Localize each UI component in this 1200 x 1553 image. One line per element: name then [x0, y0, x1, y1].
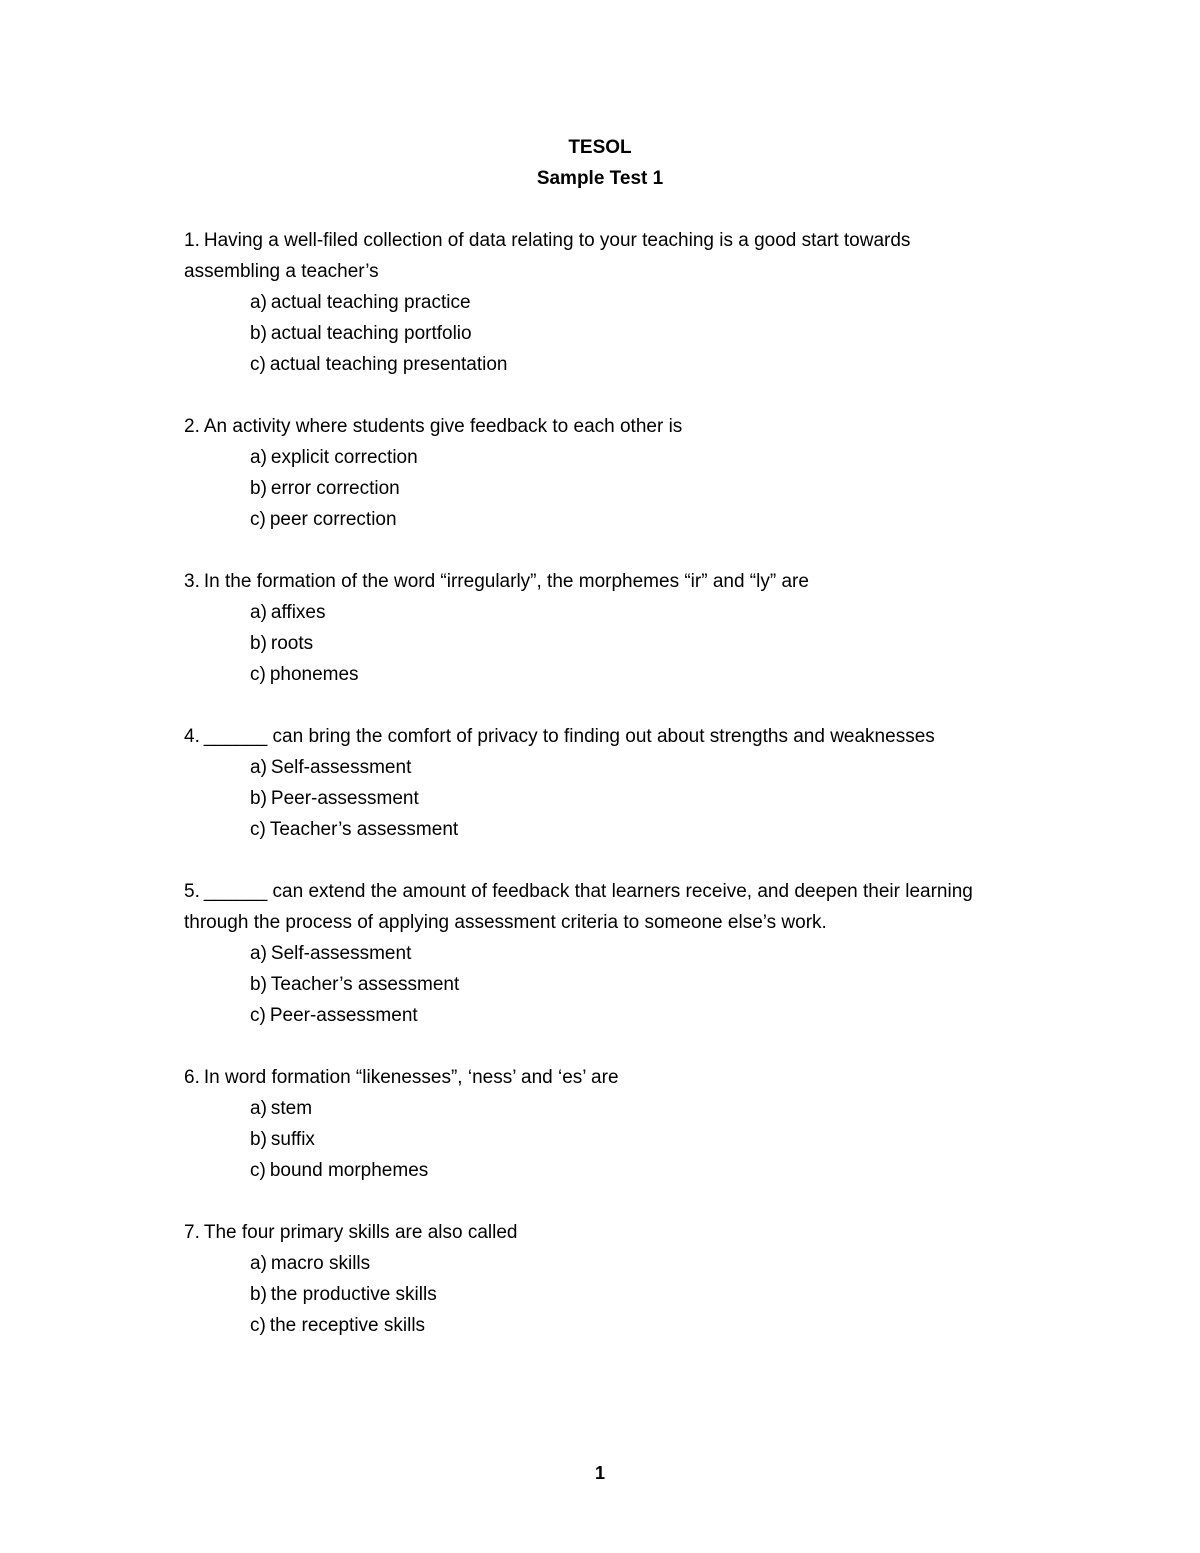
option-b: [184, 473, 984, 504]
option-a: [184, 938, 984, 969]
question-stem: [184, 1062, 984, 1093]
question-text: In word formation “likenesses”, ‘ness’ and ‘es’ are: [203, 1067, 619, 1088]
option-letter: a): [250, 1098, 267, 1119]
option-letter: a): [250, 757, 267, 778]
option-b: [184, 1279, 984, 1310]
option-b: [184, 783, 984, 814]
option-text: Teacher’s assessment: [269, 819, 459, 840]
question-3: [184, 566, 984, 690]
option-letter: a): [250, 292, 267, 313]
question-text: In the formation of the word “irregularly”, the morphemes “ir” and “ly” are: [203, 571, 809, 592]
option-c: [184, 1155, 984, 1186]
option-c: [184, 1000, 984, 1031]
option-a: [184, 287, 984, 318]
option-text: roots: [270, 633, 314, 654]
question-number: 6.: [184, 1067, 200, 1088]
question-text: Having a well-filed collection of data relating to your teaching is a good start towards assembling a teacher’s: [184, 230, 911, 282]
option-b: [184, 969, 984, 1000]
question-text: ______ can bring the comfort of privacy to finding out about strengths and weaknesses: [203, 726, 935, 747]
option-letter: b): [250, 478, 267, 499]
option-b: [184, 1124, 984, 1155]
option-text: bound morphemes: [269, 1160, 429, 1181]
option-text: peer correction: [269, 509, 397, 530]
question-text: ______ can extend the amount of feedback that learners receive, and deepen their learning through the process of applying assessment criteria to someone else’s work.: [184, 881, 973, 933]
option-c: [184, 814, 984, 845]
option-letter: a): [250, 943, 267, 964]
option-text: Peer-assessment: [269, 1005, 418, 1026]
question-number: 4.: [184, 726, 200, 747]
question-4: [184, 721, 984, 845]
option-a: [184, 1248, 984, 1279]
option-text: error correction: [270, 478, 400, 499]
document-subtitle: Sample Test 1: [536, 168, 664, 189]
option-a: [184, 752, 984, 783]
option-list: [184, 442, 984, 535]
option-text: actual teaching practice: [270, 292, 471, 313]
option-letter: b): [250, 1284, 267, 1305]
option-text: Self-assessment: [270, 943, 412, 964]
question-2: [184, 411, 984, 535]
question-text: The four primary skills are also called: [203, 1222, 518, 1243]
option-text: actual teaching portfolio: [270, 323, 472, 344]
option-letter: b): [250, 1129, 267, 1150]
option-letter: a): [250, 447, 267, 468]
question-number: 5.: [184, 881, 200, 902]
option-text: the productive skills: [270, 1284, 437, 1305]
option-letter: c): [250, 1315, 266, 1336]
option-letter: b): [250, 788, 267, 809]
option-text: the receptive skills: [269, 1315, 426, 1336]
option-text: macro skills: [270, 1253, 371, 1274]
option-letter: c): [250, 1005, 266, 1026]
option-list: [184, 1248, 984, 1341]
option-letter: c): [250, 1160, 266, 1181]
question-1: [184, 225, 984, 380]
option-b: [184, 318, 984, 349]
option-list: [184, 1093, 984, 1186]
option-c: [184, 349, 984, 380]
option-c: [184, 659, 984, 690]
option-b: [184, 628, 984, 659]
question-stem: [184, 225, 984, 287]
option-text: Self-assessment: [270, 757, 412, 778]
option-text: phonemes: [269, 664, 359, 685]
option-list: [184, 938, 984, 1031]
option-text: actual teaching presentation: [269, 354, 508, 375]
option-text: suffix: [270, 1129, 315, 1150]
document-title: TESOL: [568, 137, 632, 158]
option-a: [184, 1093, 984, 1124]
option-list: [184, 287, 984, 380]
question-5: [184, 876, 984, 1031]
question-stem: [184, 721, 984, 752]
option-a: [184, 442, 984, 473]
question-list: [184, 225, 984, 1341]
question-stem: [184, 876, 984, 938]
option-text: Teacher’s assessment: [270, 974, 460, 995]
option-text: affixes: [270, 602, 326, 623]
option-text: stem: [270, 1098, 313, 1119]
option-letter: b): [250, 974, 267, 995]
question-number: 1.: [184, 230, 200, 251]
option-list: [184, 597, 984, 690]
option-list: [184, 752, 984, 845]
question-stem: [184, 1217, 984, 1248]
option-letter: c): [250, 354, 266, 375]
option-c: [184, 504, 984, 535]
question-7: [184, 1217, 984, 1341]
option-letter: c): [250, 664, 266, 685]
option-text: Peer-assessment: [270, 788, 419, 809]
question-number: 7.: [184, 1222, 200, 1243]
question-number: 2.: [184, 416, 200, 437]
question-text: An activity where students give feedback to each other is: [203, 416, 683, 437]
option-letter: b): [250, 323, 267, 344]
option-letter: c): [250, 819, 266, 840]
question-stem: [184, 566, 984, 597]
option-letter: a): [250, 602, 267, 623]
question-6: [184, 1062, 984, 1186]
option-letter: b): [250, 633, 267, 654]
option-letter: c): [250, 509, 266, 530]
page-number: 1: [594, 1463, 605, 1483]
option-text: explicit correction: [270, 447, 418, 468]
question-stem: [184, 411, 984, 442]
option-c: [184, 1310, 984, 1341]
option-a: [184, 597, 984, 628]
question-number: 3.: [184, 571, 200, 592]
option-letter: a): [250, 1253, 267, 1274]
